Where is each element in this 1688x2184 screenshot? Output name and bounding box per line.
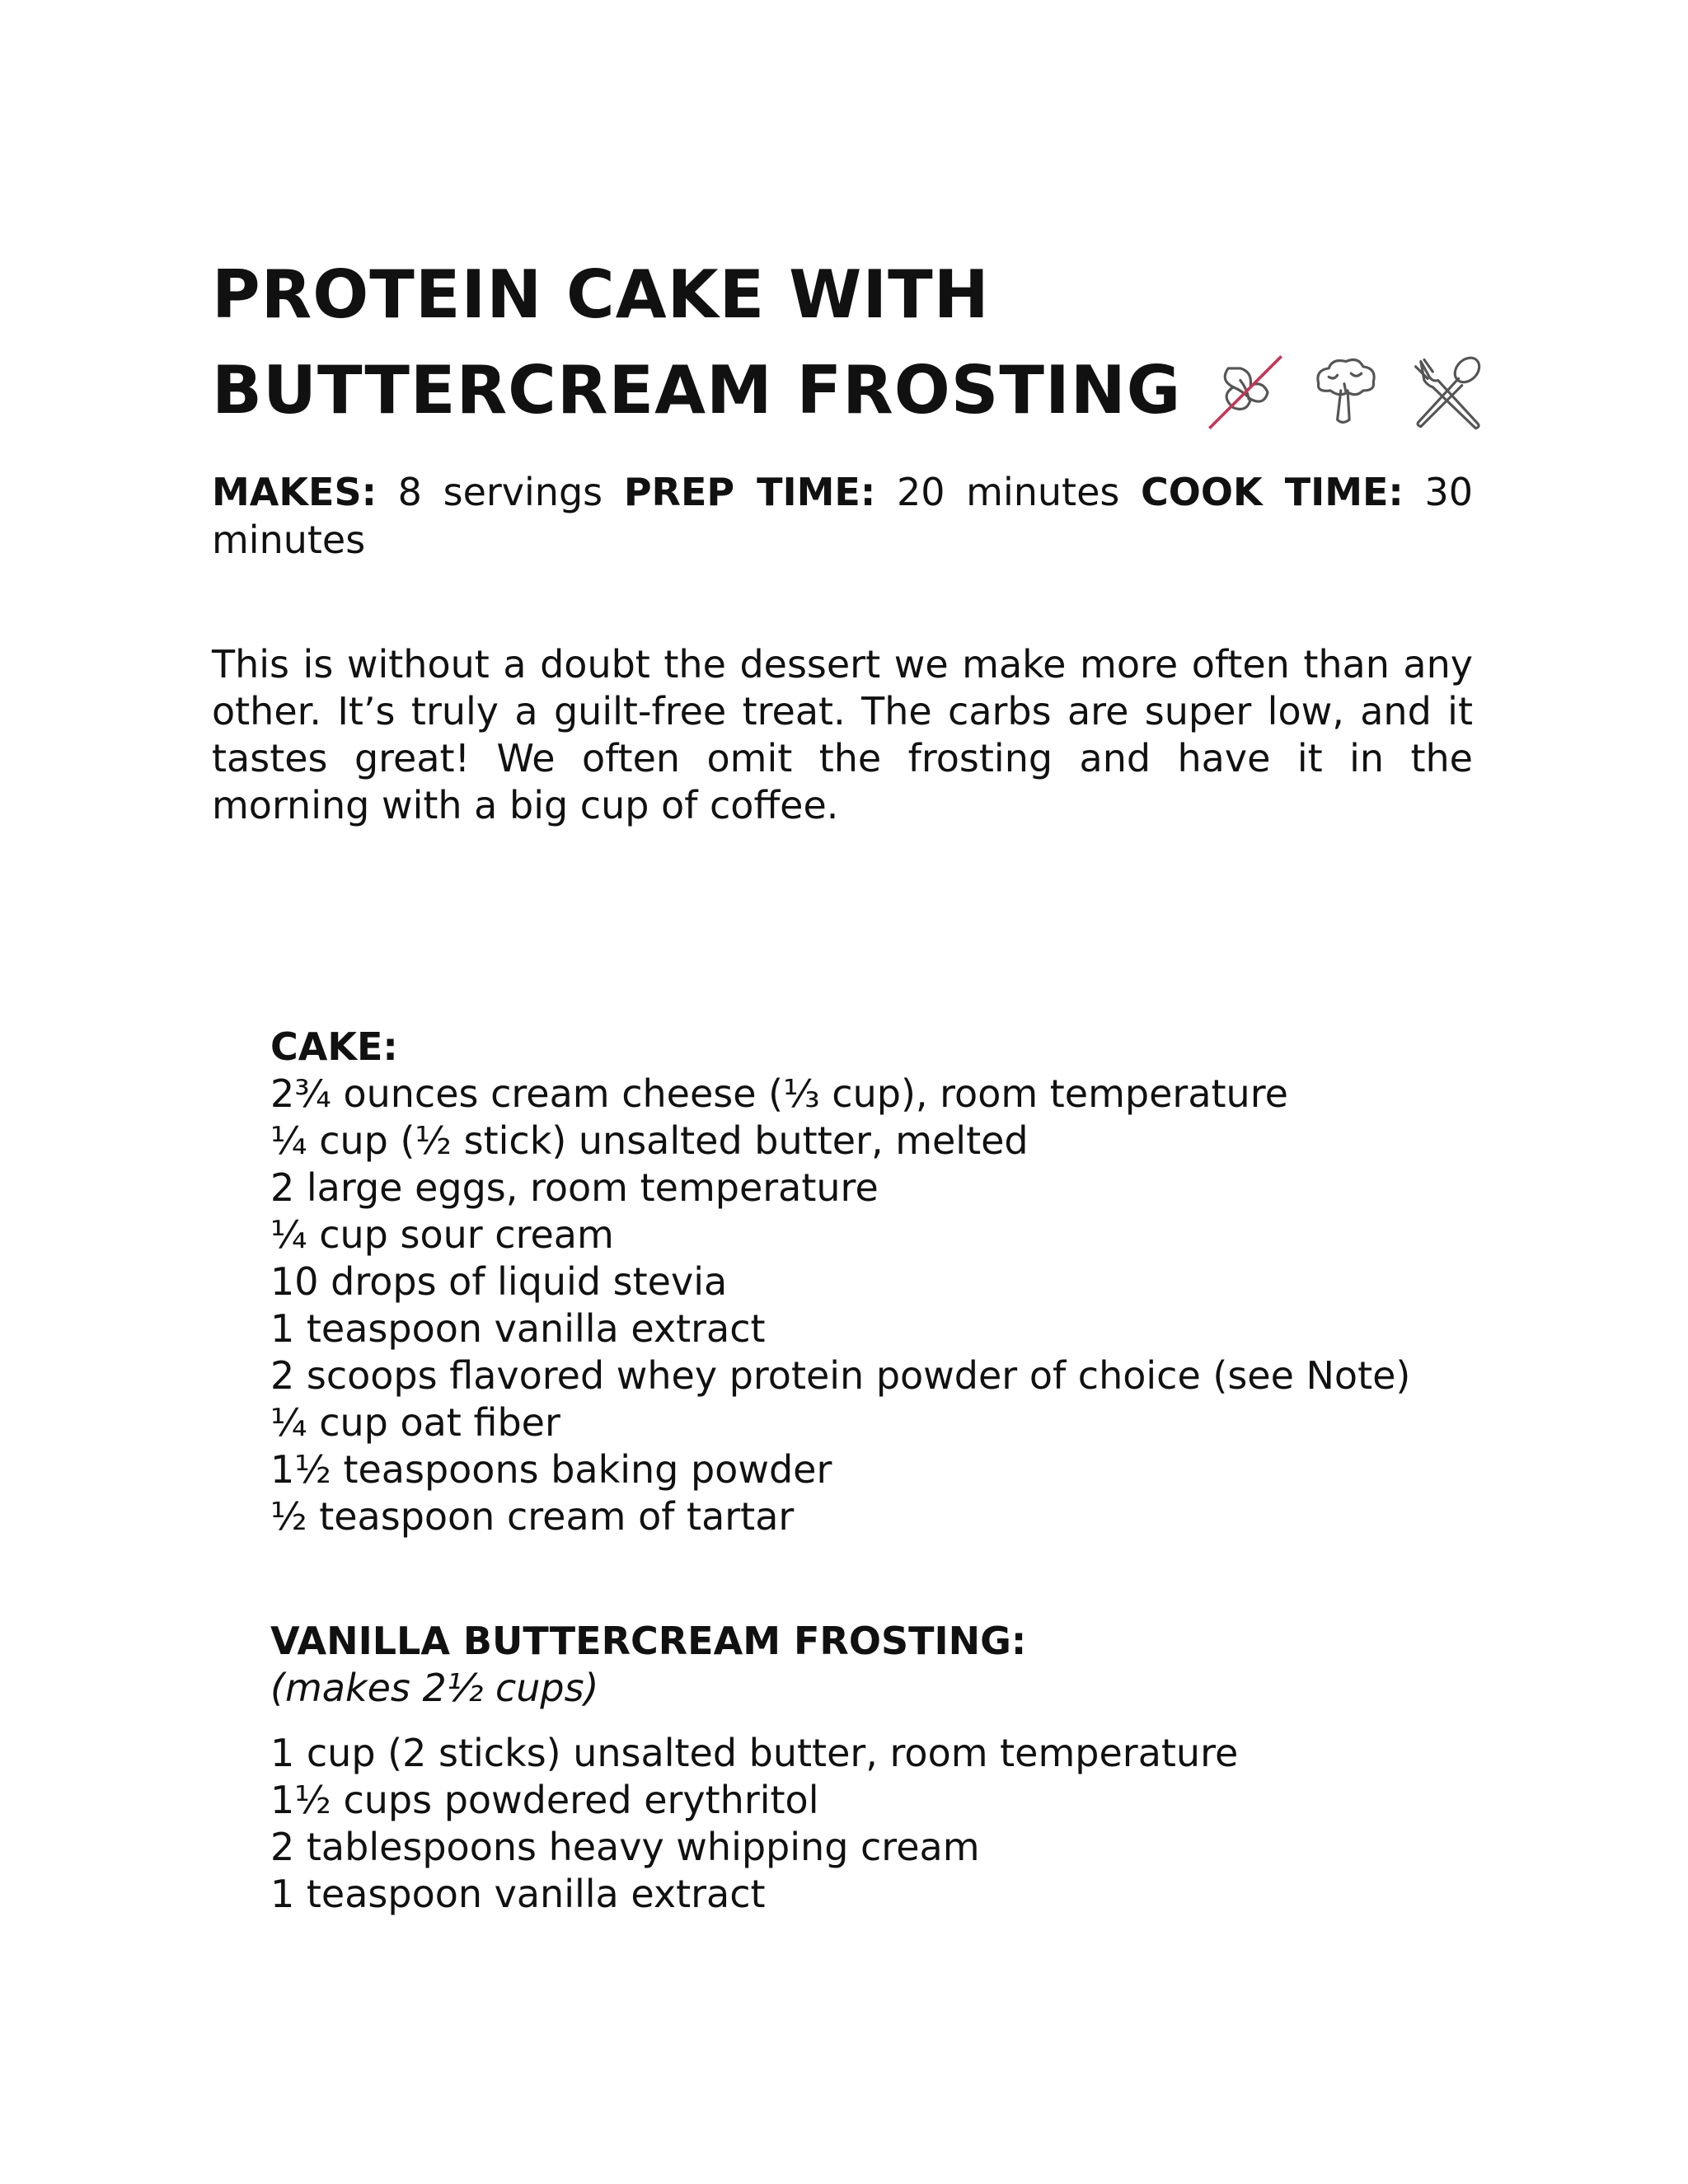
frosting-heading: VANILLA BUTTERCREAM FROSTING: [270, 1619, 1027, 1663]
frosting-ingredient-list [270, 1730, 1507, 1918]
prep-time-value: 20 minutes [896, 470, 1120, 514]
cook-time-label: COOK TIME: [1141, 470, 1404, 514]
ingredient-item: 1½ cups powdered erythritol [270, 1778, 819, 1822]
cake-heading: CAKE: [270, 1024, 398, 1069]
ingredient-item: ¼ cup oat fiber [270, 1400, 560, 1445]
recipe-intro: This is without a doubt the dessert we make more often than any other. It’s truly a guilt-free treat. The carbs are super low, and it tastes great! We often omit the frosting and have it in the morning with a big cup of coffee. [212, 642, 1473, 827]
frosting-yield: (makes 2½ cups) [270, 1666, 599, 1710]
ingredient-item: 1 teaspoon vanilla extract [270, 1872, 766, 1916]
makes-value: 8 servings [397, 470, 603, 514]
ingredient-item: 1 teaspoon vanilla extract [270, 1306, 766, 1351]
title-line-2-text: BUTTERCREAM FROSTING [212, 352, 1182, 429]
cook-time-value: 30 minutes [212, 470, 1474, 562]
ingredient-item: 2¾ ounces cream cheese (⅓ cup), room temperature [270, 1071, 1288, 1116]
ingredient-item: 2 scoops flavored whey protein powder of choice (see Note) [270, 1353, 1411, 1398]
ingredient-item: ¼ cup sour cream [270, 1212, 614, 1257]
diet-icons [1203, 340, 1504, 436]
ingredient-item: 10 drops of liquid stevia [270, 1259, 728, 1304]
ingredient-item: ½ teaspoon cream of tartar [270, 1494, 795, 1539]
title-line-1: PROTEIN CAKE WITH [212, 256, 990, 333]
ingredient-item: 2 tablespoons heavy whipping cream [270, 1825, 980, 1869]
ingredient-item: 2 large eggs, room temperature [270, 1165, 879, 1210]
cake-section [270, 1024, 1507, 1540]
ingredient-item: 1½ teaspoons baking powder [270, 1447, 832, 1492]
vegetable-broccoli-icon [1303, 349, 1389, 435]
title-line-2 [212, 343, 1498, 443]
cake-ingredient-list [270, 1071, 1507, 1540]
frosting-section [270, 1618, 1507, 1918]
recipe-meta [212, 468, 1473, 564]
makes-label: MAKES: [212, 470, 377, 514]
dairy-free-crossed-icon [1203, 349, 1288, 435]
fork-spoon-icon [1404, 349, 1489, 435]
prep-time-label: PREP TIME: [623, 470, 876, 514]
ingredient-item: ¼ cup (½ stick) unsalted butter, melted [270, 1118, 1029, 1163]
recipe-title [212, 247, 1498, 443]
ingredient-item: 1 cup (2 sticks) unsalted butter, room temperature [270, 1731, 1239, 1775]
